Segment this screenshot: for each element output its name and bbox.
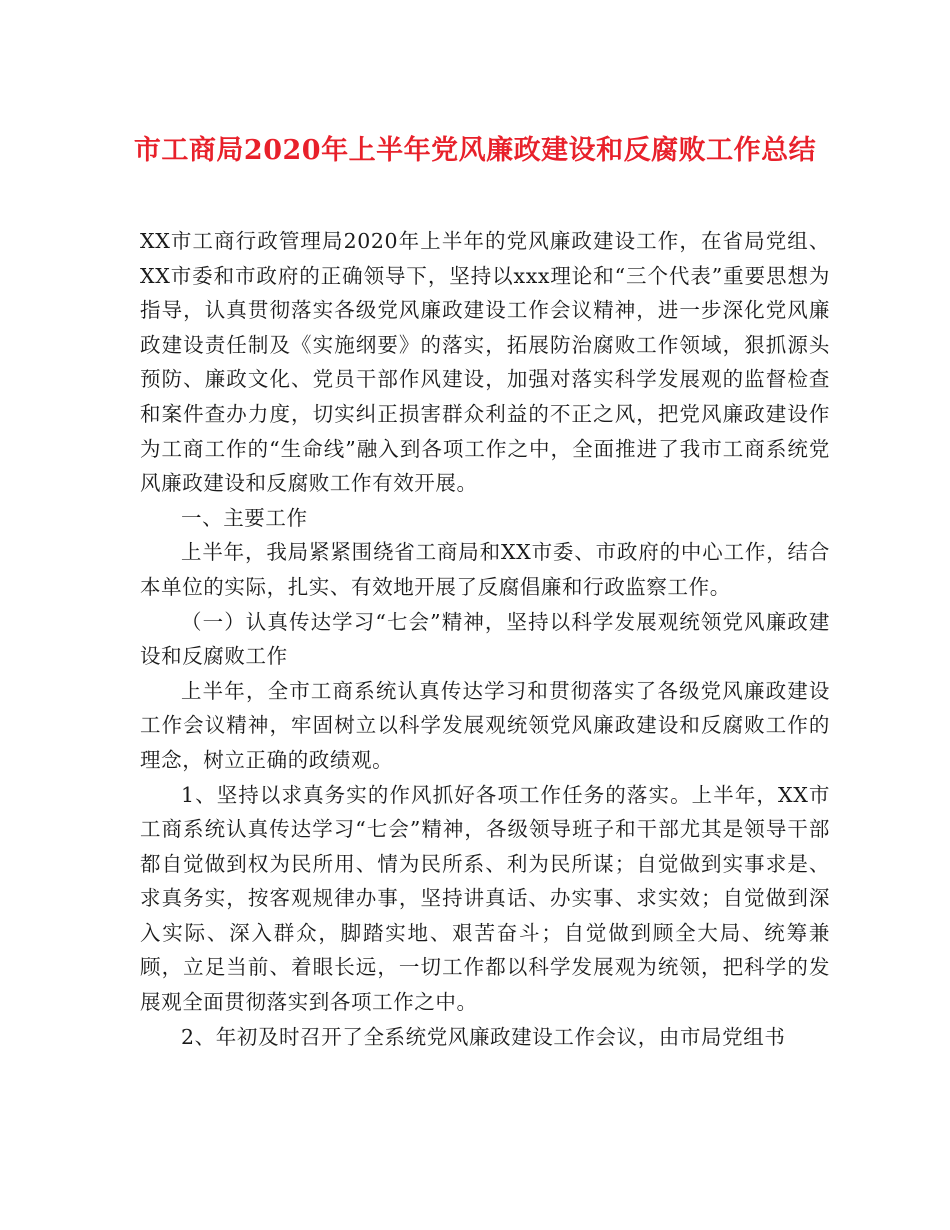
paragraph-item-2: 2、年初及时召开了全系统党风廉政建设工作会议，由市局党组书 xyxy=(181,1024,786,1049)
document-body xyxy=(140,224,830,1054)
subsection-heading-1: （一）认真传达学习“七会”精神，坚持以科学发展观统领党风廉政建设和反腐败工作 xyxy=(140,609,830,669)
paragraph-intro: XX市工商行政管理局2020年上半年的党风廉政建设工作，在省局党组、XX市委和市政府的正确领导下，坚持以xxx理论和“三个代表”重要思想为指导，认真贯彻落实各级党风廉政建设工作会议精神，进一步深化党风廉政建设责任制及《实施纲要》的落实，拓展防治腐败工作领域，狠抓源头预防、廉政文化、党员干部作风建设，加强对落实科学发展观的监督检查和案件查办力度，切实纠正损害群众利益的不正之风，把党风廉政建设作为工商工作的“生命线”融入到各项工作之中，全面推进了我市工商系统党风廉政建设和反腐败工作有效开展。 xyxy=(140,229,830,496)
section-heading-main-work: 一、主要工作 xyxy=(181,505,308,530)
paragraph-subsection-1: 上半年，全市工商系统认真传达学习和贯彻落实了各级党风廉政建设工作会议精神，牢固树立以科学发展观统领党风廉政建设和反腐败工作的理念，树立正确的政绩观。 xyxy=(140,678,830,772)
paragraph-main-work-summary: 上半年，我局紧紧围绕省工商局和XX市委、市政府的中心工作，结合本单位的实际，扎实、有效地开展了反腐倡廉和行政监察工作。 xyxy=(140,540,830,599)
document-title: 市工商局2020年上半年党风廉政建设和反腐败工作总结 xyxy=(133,135,817,166)
paragraph-item-1: 1、坚持以求真务实的作风抓好各项工作任务的落实。上半年，XX市工商系统认真传达学习“七会”精神，各级领导班子和干部尤其是领导干部都自觉做到权为民所用、情为民所系、利为民所谋；自觉做到实事求是、求真务实，按客观规律办事，坚持讲真话、办实事、求实效；自觉做到深入实际、深入群众，脚踏实地、艰苦奋斗；自觉做到顾全大局、统筹兼顾，立足当前、着眼长远，一切工作都以科学发展观为统领，把科学的发展观全面贯彻落实到各项工作之中。 xyxy=(140,782,830,1015)
